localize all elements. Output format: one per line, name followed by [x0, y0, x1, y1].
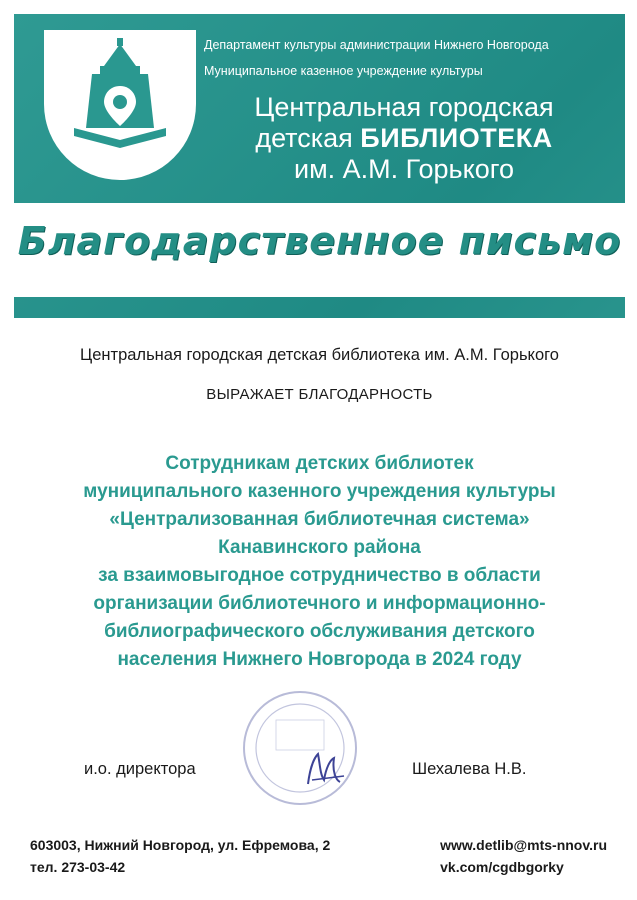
footer-phone: тел. 273-03-42 — [30, 859, 126, 875]
seal-stamp-icon — [240, 688, 360, 808]
library-name-line2-bold: БИБЛИОТЕКА — [360, 123, 553, 153]
letter-body — [14, 450, 625, 674]
footer-email[interactable]: www.detlib@mts-nnov.ru — [440, 837, 607, 853]
footer-address: 603003, Нижний Новгород, ул. Ефремова, 2 — [30, 837, 331, 853]
library-name-line1: Центральная городская — [254, 92, 554, 122]
letter-line: библиографического обслуживания детского — [104, 621, 535, 642]
title-band — [14, 203, 625, 297]
letter-line: за взаимовыгодное сотрудничество в области — [98, 565, 541, 586]
library-name-line3: им. А.М. Горького — [294, 154, 514, 184]
letter-from: Центральная городская детская библиотека им. А.М. Горького — [80, 346, 559, 364]
library-name-line2 — [204, 123, 604, 154]
library-logo — [44, 30, 196, 180]
library-building-icon — [44, 30, 196, 180]
footer-contacts-block — [440, 834, 607, 878]
footer-address-block — [30, 834, 330, 878]
library-name-line2-prefix: детская — [255, 123, 361, 153]
footer-vk[interactable]: vk.com/cgdbgorky — [440, 859, 564, 875]
signatory-role: и.о. директора — [84, 760, 196, 778]
letter-line: организации библиотечного и информационно- — [93, 593, 546, 614]
signatory-name: Шехалева Н.В. — [412, 760, 527, 778]
letter-line: Сотрудникам детских библиотек — [165, 453, 474, 474]
letter-expresses: ВЫРАЖАЕТ БЛАГОДАРНОСТЬ — [206, 386, 433, 403]
letter-line: населения Нижнего Новгорода в 2024 году — [117, 649, 522, 670]
letter-content — [14, 318, 625, 820]
department-name: Департамент культуры администрации Нижнего Новгорода — [204, 38, 549, 52]
institution-name: Муниципальное казенное учреждение культуры — [204, 64, 483, 78]
letter-title: Благодарственное письмо — [17, 219, 622, 263]
letter-line: Канавинского района — [218, 537, 421, 558]
letter-line: «Централизованная библиотечная система» — [109, 509, 530, 530]
letter-line: муниципального казенного учреждения культуры — [83, 481, 556, 502]
library-name — [204, 92, 604, 185]
